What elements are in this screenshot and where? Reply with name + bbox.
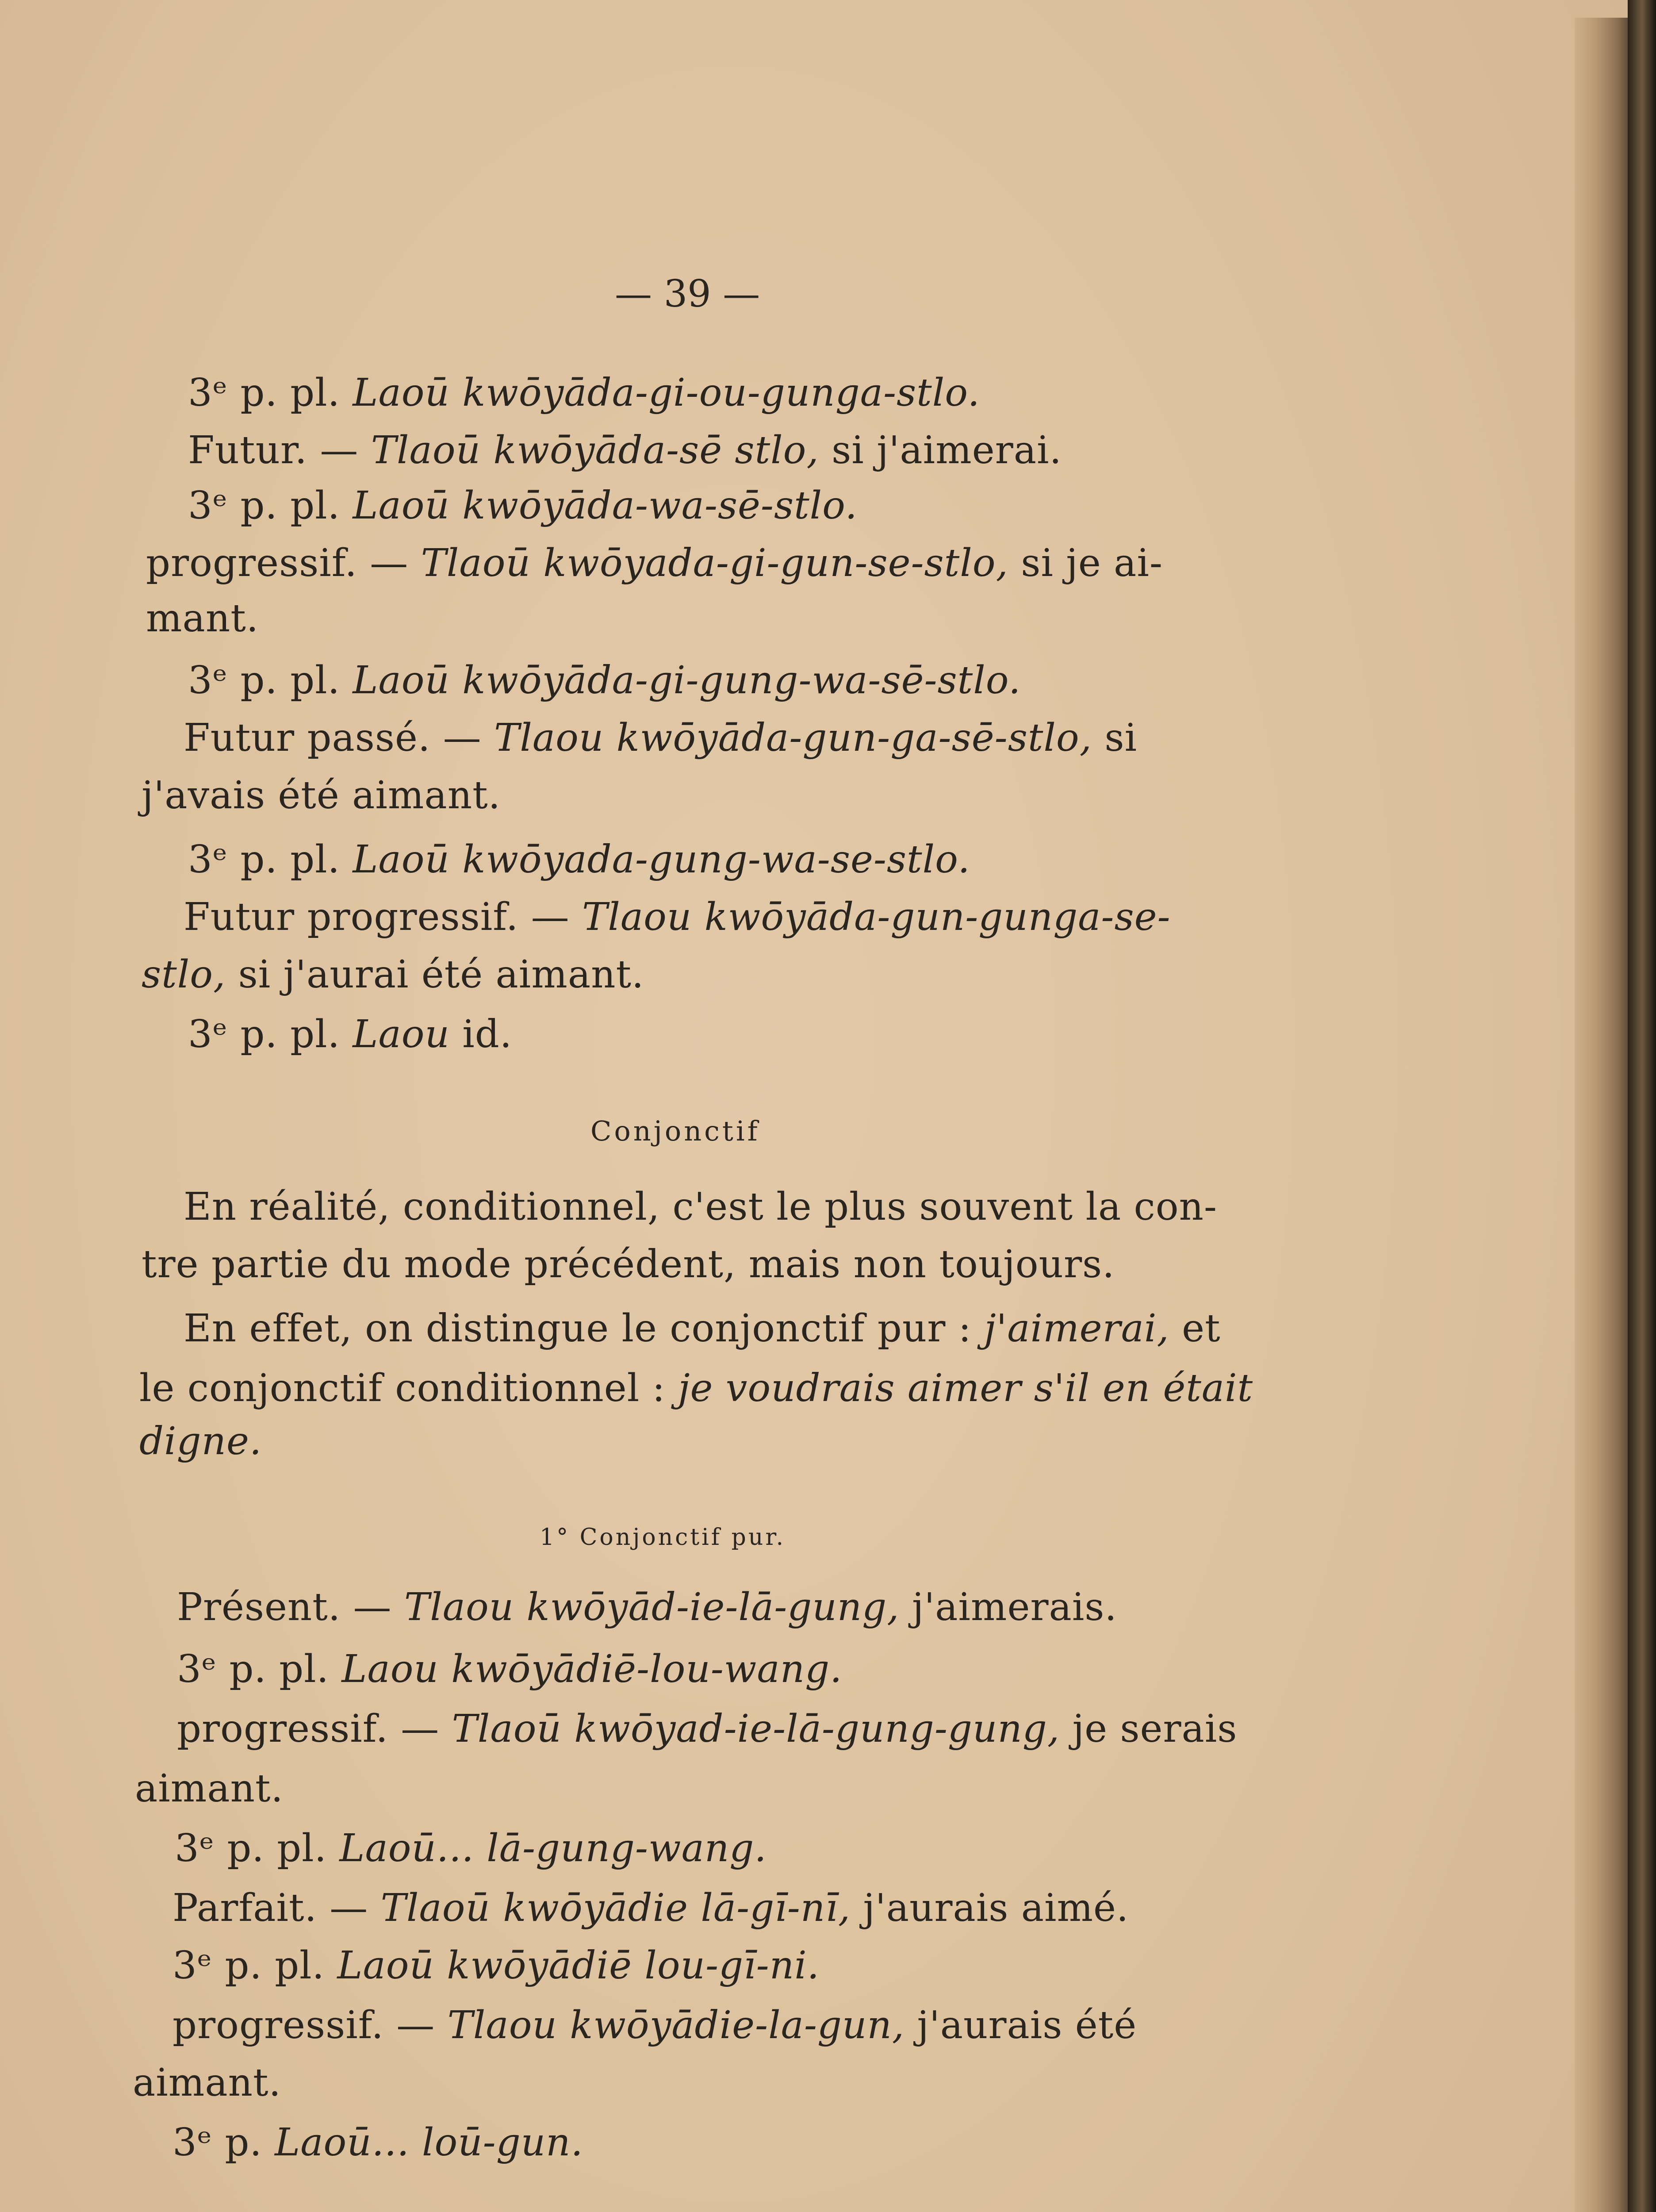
text-line: 3ᵉ p. pl. Laou id. (188, 1012, 513, 1056)
text-line: stlo, si j'aurai été aimant. (142, 952, 644, 997)
page-edge-shadow (1575, 18, 1637, 2212)
text-line: 3ᵉ p. pl. Laoū... lā-gung-wang. (175, 1826, 767, 1870)
text-line: Présent. — Tlaou kwōyād-ie-lā-gung, j'aimerais. (177, 1585, 1117, 1629)
text-line: 3ᵉ p. pl. Laoū kwōyāda-wa-sē-stlo. (188, 484, 858, 528)
text-line: aimant. (133, 2061, 281, 2105)
text-line: mant. (146, 596, 259, 641)
text-line: 3ᵉ p. pl. Laoū kwōyādiē lou-gī-ni. (172, 1943, 820, 1988)
text-line: 3ᵉ p. pl. Laoū kwōyāda-gi-gung-wa-sē-stlo. (188, 658, 1021, 703)
text-line: 3ᵉ p. pl. Laoū kwōyāda-gi-ou-gunga-stlo. (188, 371, 980, 415)
page-number: — 39 — (615, 272, 760, 315)
text-line: 3ᵉ p. Laoū... loū-gun. (172, 2120, 583, 2165)
sub-heading: 1° Conjonctif pur. (540, 1524, 786, 1551)
text-line: Futur passé. — Tlaou kwōyāda-gun-ga-sē-stlo, si (184, 716, 1138, 760)
paragraph-line: tre partie du mode précédent, mais non toujours. (142, 1242, 1115, 1286)
text-line: Futur progressif. — Tlaou kwōyāda-gun-gunga-se- (184, 895, 1171, 939)
paragraph-line: le conjonctif conditionnel : je voudrais aimer s'il en était (139, 1366, 1254, 1410)
paragraph-line: En effet, on distingue le conjonctif pur : j'aimerai, et (184, 1306, 1221, 1351)
text-line: j'avais été aimant. (142, 773, 501, 818)
text-line: Parfait. — Tlaoū kwōyādie lā-gī-nī, j'aurais aimé. (172, 1886, 1129, 1930)
text-line: 3ᵉ p. pl. Laoū kwōyada-gung-wa-se-stlo. (188, 837, 970, 882)
text-line: progressif. — Tlaoū kwōyada-gi-gun-se-stlo, si je ai- (146, 541, 1163, 585)
text-line: 3ᵉ p. pl. Laou kwōyādiē-lou-wang. (177, 1647, 843, 1691)
text-line: progressif. — Tlaoū kwōyad-ie-lā-gung-gung, je serais (177, 1707, 1238, 1751)
text-line: aimant. (135, 1767, 284, 1811)
text-line: progressif. — Tlaou kwōyādie-la-gun, j'aurais été (172, 2003, 1137, 2047)
text-line: Futur. — Tlaoū kwōyāda-sē stlo, si j'aimerai. (188, 428, 1062, 472)
paragraph-line: digne. (139, 1419, 262, 1463)
book-page-stack (1628, 0, 1656, 2212)
section-heading: Conjonctif (590, 1115, 760, 1147)
paragraph-line: En réalité, conditionnel, c'est le plus souvent la con- (184, 1185, 1217, 1229)
